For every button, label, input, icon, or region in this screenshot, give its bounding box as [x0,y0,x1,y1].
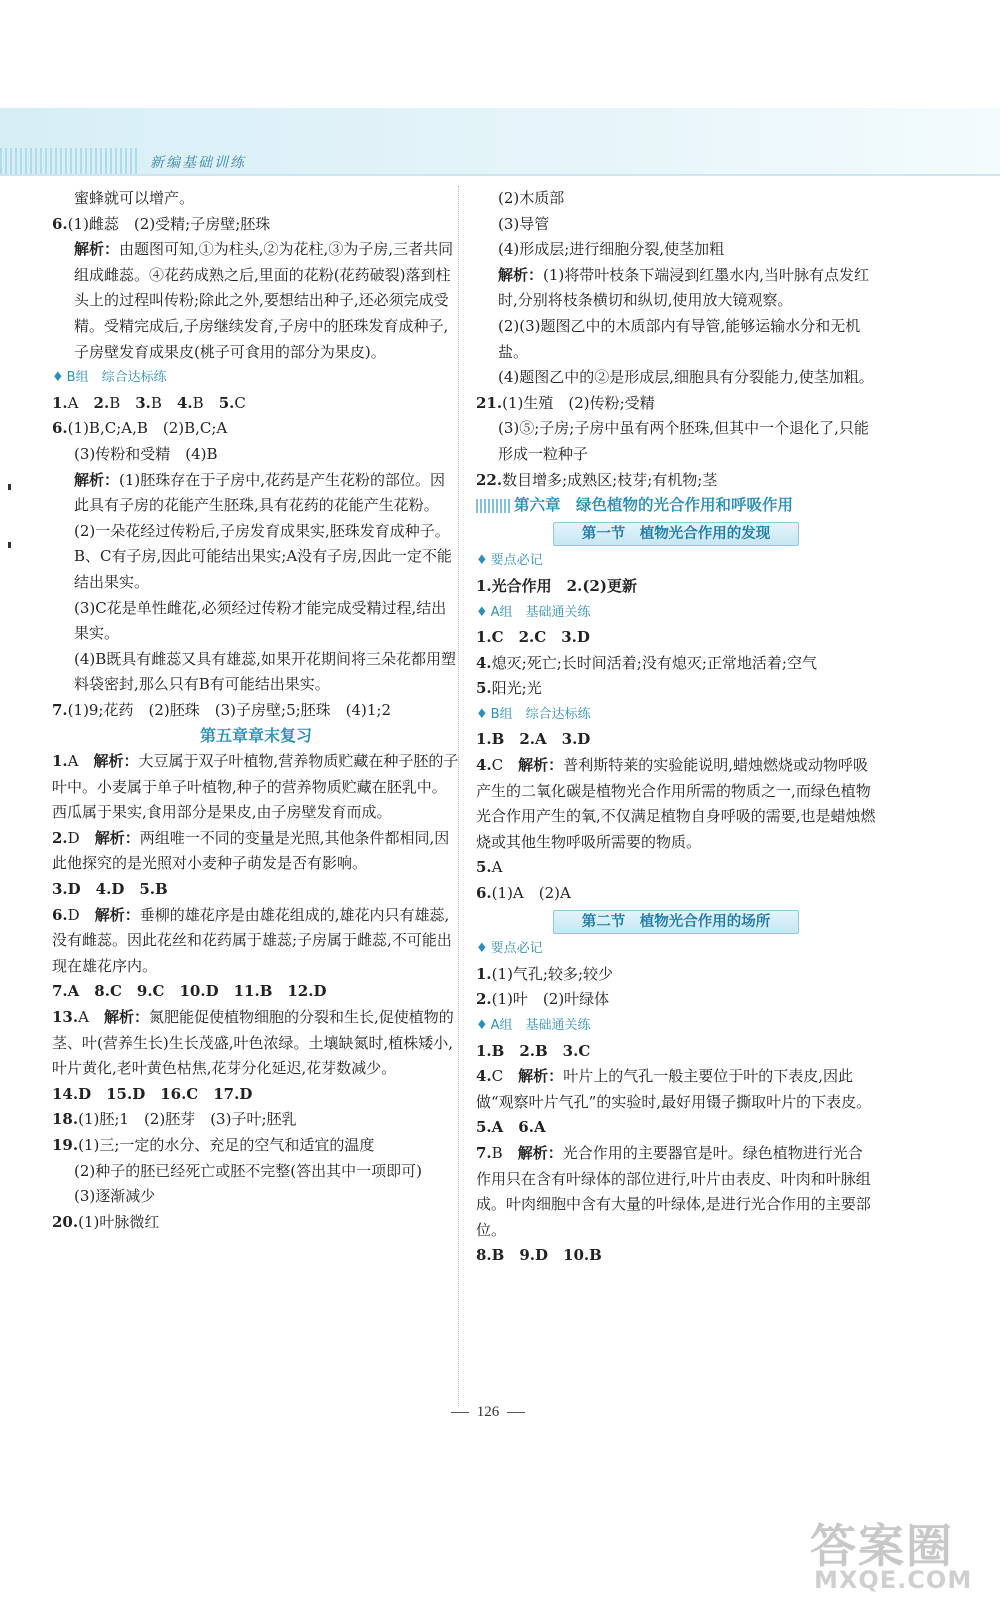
question-number: 5. [218,393,235,412]
analysis-6b-p1 [52,468,460,519]
answer-text: 阳光;光 [491,679,542,698]
answer-text: (1)胚;1 (2)胚芽 (3)子叶;胚乳 [78,1110,297,1129]
a-answers-1-3: 1.C 2.C 3.D [476,628,590,647]
question-number: 6. [52,214,68,233]
answer-text: (1)叶脉微红 [78,1212,160,1231]
continuation-line: 蜜蜂就可以增产。 [74,189,195,207]
analysis-6b-p3: (3)C花是单性雌花,必须经过传粉才能完成受精过程,结出果实。 [74,598,447,643]
analysis-20-p2: (2)(3)题图乙中的木质部内有导管,能够运输水分和无机盐。 [498,316,861,361]
question-number: 6. [52,419,68,438]
c-answers-8-10: 8.B 9.D 10.B [476,1246,602,1265]
analysis-6 [52,237,460,365]
answer-text: B [192,393,204,412]
group-heading-b2 [476,702,876,728]
answers-1-5 [52,391,460,417]
answer-text: C [234,393,246,412]
question-number: 7. [52,700,68,719]
review-13 [52,1005,460,1082]
question-number: 4. [176,393,193,412]
key-points-heading-2 [476,936,876,962]
group-heading-a2 [476,1013,876,1039]
question-number: 4. [476,653,492,672]
group-heading-b [52,365,460,391]
b-answer-4 [476,753,876,855]
review-20 [52,1210,460,1236]
diamond-icon: ♦ [52,370,64,386]
review-6 [52,903,460,980]
watermark-url: MXQE.COM [814,1566,973,1594]
analysis-20-p3: (4)题图乙中的②是形成层,细胞具有分裂能力,使茎加粗。 [498,368,874,387]
diamond-icon: ♦ [476,706,488,722]
page-footer [0,1404,976,1421]
answer-text: C [491,1067,504,1086]
analysis-label: 解析： [518,756,564,775]
analysis-20-p1 [476,263,876,314]
footer-dash [451,1412,469,1413]
review-19 [52,1133,460,1159]
diamond-icon: ♦ [476,1018,488,1033]
analysis-text: 氮肥能促使植物细胞的分裂和生长,促使植物的茎、叶(营养生长)生长茂盛,叶色浓绿。土壤缺氮时,植株矮小,叶片黄化,老叶黄色枯焦,花芽分化延迟,花芽数减少。 [52,1008,454,1078]
review-20-3: (3)导管 [498,214,550,233]
page-number: 126 [476,1404,500,1420]
answer-text: (1)9;花药 (2)胚珠 (3)子房壁;5;胚珠 (4)1;2 [67,700,392,719]
analysis-label: 解析： [103,1008,149,1026]
section1-title: 第一节 植物光合作用的发现 [553,522,800,546]
analysis-text: 由题图可知,①为柱头,②为花柱,③为子房,三者共同组成雌蕊。④花药成熟之后,里面的花粉(花药破裂)落到柱头上的过程叫传粉;除此之外,要想结出种子,还必须完成受精。受精完成后,子房继续发育,子房中的胚珠发育成种子,子房壁发育成果皮(桃子可食用的部分为果皮)。 [74,240,454,361]
analysis-text: (1)将带叶枝条下端浸到红墨水内,当叶脉有点发红时,分别将枝条横切和纵切,使用放大镜观察。 [498,265,870,310]
question-number: 5. [476,679,492,698]
b-answer-6 [476,881,876,907]
review-3-5: 3.D 4.D 5.B [52,880,168,899]
answer-text: D [67,905,80,924]
diamond-icon: ♦ [476,553,488,569]
group-label: 要点必记 [490,941,543,957]
diamond-icon: ♦ [476,941,488,957]
watermark-logo: 答案圈 [810,1519,954,1573]
answer-7 [52,698,460,724]
question-number: 20. [52,1212,79,1231]
question-number: 4. [476,756,492,775]
section2-title: 第二节 植物光合作用的场所 [553,910,800,934]
answer-text: A [78,1008,89,1026]
section2-banner [476,907,876,937]
analysis-label: 解析： [498,265,544,284]
left-column [52,186,460,1235]
question-number: 22. [476,470,503,489]
answer-text: B [491,1143,503,1162]
footer-dash [507,1412,525,1413]
header-hatch-decoration [0,148,140,176]
key-points-heading [476,548,876,574]
key-point-2-1 [476,962,876,988]
c-answers-5-6: 5.A 6.A [476,1118,546,1137]
question-number: 6. [52,905,68,924]
a-answer-4 [476,651,876,677]
answer-text: A [67,393,79,412]
analysis-6b-p4: (4)B既具有雌蕊又具有雄蕊,如果开花期间将三朵花都用塑料袋密封,那么只有B有可能结出果实。 [74,649,457,694]
chapter6-title: 第六章 绿色植物的光合作用和呼吸作用 [514,496,794,515]
c-answer-4 [476,1064,876,1115]
analysis-label: 解析： [94,828,140,847]
group-label: A组 基础通关练 [490,604,591,620]
right-column [476,186,876,1269]
analysis-text: 垂柳的雄花序是由雄花组成的,雄花内只有雄蕊,没有雌蕊。因此花丝和花药属于雄蕊;子房属于雌蕊,不可能出现在雄花序内。 [52,905,452,975]
chapter6-heading [476,493,876,519]
chapter5-review-title: 第五章章末复习 [199,726,312,746]
heading-bars-decoration [476,499,510,513]
scan-mark [8,542,11,548]
analysis-text: 普利斯特莱的实验能说明,蜡烛燃烧或动物呼吸产生的二氧化碳是植物光合作用所需的物质之一,而绿色植物光合作用产生的氧,不仅满足植物自身呼吸的需要,也是蜡烛燃烧或其他生物呼吸所需要的物质。 [476,756,876,851]
review-21-line2: (3)⑤;子房;子房中虽有两个胚珠,但其中一个退化了,只能形成一粒种子 [498,419,869,463]
group-heading-a [476,600,876,626]
answer-6 [52,212,460,238]
b-answer-5 [476,855,876,881]
answer-text: (1)三;一定的水分、充足的空气和适宜的温度 [78,1135,375,1154]
group-label: A组 基础通关练 [490,1018,591,1033]
answer-text: (1)雌蕊 (2)受精;子房壁;胚珠 [67,214,271,233]
review-7-12: 7.A 8.C 9.C 10.D 11.B 12.D [52,982,327,1001]
review-18 [52,1107,460,1133]
answer-text: (1)B,C;A,B (2)B,C;A [67,419,228,438]
answer-text: 数目增多;成熟区;枝芽;有机物;茎 [502,470,718,489]
answer-6b-line2: (3)传粉和受精 (4)B [74,444,218,463]
question-number: 2. [476,990,492,1009]
analysis-label: 解析： [518,1067,564,1086]
analysis-label: 解析： [94,905,140,924]
review-22 [476,468,876,494]
analysis-text: 两组唯一不同的变量是光照,其他条件都相同,因此他探究的是光照对小麦种子萌发是否有影响。 [52,828,450,873]
review-2 [52,826,460,877]
analysis-label: 解析： [74,240,120,259]
review-21 [476,391,876,417]
b-answers-1-3: 1.B 2.A 3.D [476,730,591,749]
group-label: B组 综合达标练 [490,706,591,722]
c-answers-1-3: 1.B 2.B 3.C [476,1041,591,1060]
analysis-text: 光合作用的主要器官是叶。绿色植物进行光合作用只在含有叶绿体的部位进行,叶片由表皮、叶肉和叶脉组成。叶肉细胞中含有大量的叶绿体,是进行光合作用的主要部位。 [476,1143,871,1239]
question-number: 19. [52,1135,79,1154]
answer-text: (1)叶 (2)叶绿体 [491,990,610,1009]
review-20-2: (2)木质部 [498,189,565,207]
scan-mark [8,484,11,490]
a-answer-5 [476,676,876,702]
analysis-text: (1)胚珠存在于子房中,花药是产生花粉的部位。因此具有子房的花能产生胚珠,具有花药的花能产生花粉。 [74,470,446,515]
review-19-line3: (3)逐渐减少 [74,1187,156,1206]
diamond-icon: ♦ [476,604,488,620]
question-number: 1. [52,393,68,412]
answer-text: B [109,393,121,412]
answer-6b [52,416,460,442]
review-1 [52,749,460,826]
question-number: 21. [476,393,503,412]
question-number: 2. [93,393,110,412]
key-points-1-2: 1.光合作用 2.(2)更新 [476,576,637,595]
review-19-line2: (2)种子的胚已经死亡或胚不完整(答出其中一项即可) [74,1161,422,1180]
analysis-6b-p2: (2)一朵花经过传粉后,子房发育成果实,胚珠发育成种子。B、C有子房,因此可能结出果实;A没有子房,因此一定不能结出果实。 [74,521,452,591]
group-label: B组 综合达标练 [66,370,167,386]
question-number: 4. [476,1067,492,1086]
c-answer-7 [476,1141,876,1243]
question-number: 5. [476,858,492,877]
section1-banner [476,519,876,549]
answer-text: (1)A (2)A [491,884,571,903]
analysis-label: 解析： [93,752,139,771]
answer-text: B [150,393,162,412]
header-rule [0,174,1000,176]
question-number: 13. [52,1008,79,1026]
question-number: 6. [476,884,492,903]
group-label: 要点必记 [490,553,543,569]
answer-text: 熄灭;死亡;长时间活着;没有熄灭;正常地活着;空气 [491,653,817,672]
review-20-4: (4)形成层;进行细胞分裂,使茎加粗 [498,240,725,259]
watermark [810,1510,985,1600]
question-number: 18. [52,1110,79,1129]
question-number: 3. [135,393,151,412]
review-14-17: 14.D 15.D 16.C 17.D [52,1084,253,1103]
question-number: 7. [476,1143,492,1162]
answer-text: C [491,756,504,775]
key-point-2-2 [476,987,876,1013]
answer-text: (1)气孔;较多;较少 [491,964,614,983]
analysis-text: 叶片上的气孔一般主要位于叶的下表皮,因此做“观察叶片气孔”的实验时,最好用镊子撕取叶片的下表皮。 [476,1067,872,1111]
question-number: 2. [52,828,68,847]
analysis-label: 解析： [517,1143,563,1162]
answer-text: D [67,828,80,847]
answer-text: A [67,752,79,771]
answer-text: (1)生殖 (2)传粉;受精 [502,393,655,412]
analysis-text: 大豆属于双子叶植物,营养物质贮藏在种子胚的子叶中。小麦属于单子叶植物,种子的营养物质贮藏在胚乳中。西瓜属于果实,食用部分是果皮,由子房壁发育而成。 [52,752,459,822]
series-title: 新编基础训练 [150,155,246,171]
question-number: 1. [476,964,492,983]
analysis-label: 解析： [74,470,120,489]
question-number: 1. [52,752,68,771]
answer-text: A [491,858,503,877]
